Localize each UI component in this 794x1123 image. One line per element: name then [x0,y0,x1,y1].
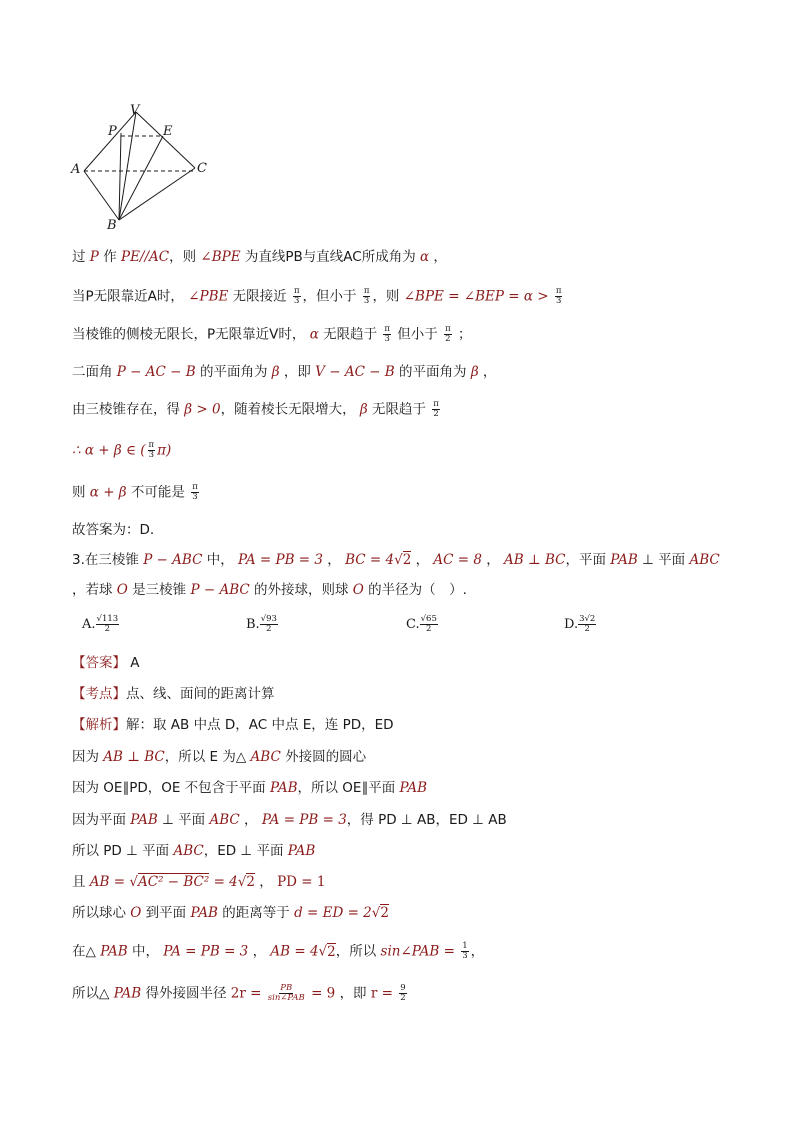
option-a[interactable]: A. $\frac{√113}{2}$ [82,614,119,634]
fraction-pb-sin: $\frac{PB}{\text{sin∠PAB}}$ [267,983,305,1003]
option-b[interactable]: B. $\frac{√93}{2}$ [246,614,277,634]
solution-line-5: 由三棱锥存在，得 β > 0，随着棱长无限增大， β 无限趋于 $\frac{\pi}{2}$ [72,399,439,419]
fraction-pi-3: $\frac{\pi}{3}$ [293,286,300,306]
option-c[interactable]: C. $\frac{√65}{2}$ [406,614,437,634]
fraction-pi-3: $\frac{\pi}{3}$ [384,324,390,344]
analysis-step-7: 在△ PAB 中， PA = PB = 3 ， AB = 4√2，所以 sin∠PAB = $\frac{1}{3}$ ， [72,941,485,961]
fraction-pi-3: $\frac{\pi}{3}$ [148,440,155,460]
solution-line-2: 当P无限靠近A时， ∠PBE 无限接近 $\frac{\pi}{3}$ ，但小于 $\frac{\pi}{3}$ ，则 ∠BPE = ∠BEP = α > $\frac{\pi}{3}$ [72,286,562,306]
analysis-step-5: 且 AB = √AC² − BC² = 4√2 ， PD = 1 [72,874,326,890]
fraction-1-3: $\frac{1}{3}$ [462,941,468,961]
fraction-pi-2: $\frac{\pi}{2}$ [445,324,451,344]
fraction-pi-3: $\frac{\pi}{3}$ [555,286,562,306]
analysis-step-8: 所以△ PAB 得外接圆半径 2r = $\frac{PB}{\text{sin∠PAB}}$ = 9 ，即 r = $\frac{9}{2}$ [72,983,406,1003]
analysis-step-4: 所以 PD ⊥ 平面 ABC，ED ⊥ 平面 PAB [72,843,316,859]
analysis-intro: 【解析】解：取 AB 中点 D，AC 中点 E，连 PD，ED [72,717,394,733]
analysis-step-2: 因为 OE∥PD，OE 不包含于平面 PAB，所以 OE∥平面 PAB [72,780,428,796]
analysis-step-1: 因为 AB ⊥ BC，所以 E 为△ ABC 外接圆的圆心 [72,749,367,765]
fraction-pi-2: $\frac{\pi}{2}$ [433,399,439,419]
option-d[interactable]: D. $\frac{3√2}{2}$ [564,614,596,634]
label-c: C [197,161,207,176]
solution-line-7: 则 α + β 不可能是 $\frac{\pi}{3}$ [72,482,198,502]
solution-line-4: 二面角 P − AC − B 的平面角为 β ，即 V − AC − B 的平面角为 β ， [72,364,497,380]
label-e: E [163,124,173,139]
question-3-line-1: 3.在三棱锥 P − ABC 中， PA = PB = 3 ， BC = 4√2 ， AC = 8 ， AB ⊥ BC，平面 PAB ⊥ 平面 ABC [72,552,720,568]
label-p: P [108,124,117,139]
fraction-9-2: $\frac{9}{2}$ [400,983,406,1003]
analysis-step-6: 所以球心 O 到平面 PAB 的距离等于 d = ED = 2√2 [72,905,389,921]
solution-line-6: ∴ α + β ∈ ( $\frac{\pi}{3}$ π) [72,440,172,460]
analysis-step-3: 因为平面 PAB ⊥ 平面 ABC ， PA = PB = 3，得 PD ⊥ AB，ED ⊥ AB [72,812,507,828]
solution-line-3: 当棱锥的侧棱无限长，P无限靠近V时， α 无限趋于 $\frac{\pi}{3}$ 但小于 $\frac{\pi}{2}$ ； [72,324,472,344]
fraction-pi-3: $\frac{\pi}{3}$ [192,482,198,502]
question-3-line-2: ，若球 O 是三棱锥 P − ABC 的外接球，则球 O 的半径为（ ）. [72,582,467,598]
key-point: 【考点】点、线、面间的距离计算 [72,686,275,702]
label-b: B [107,218,117,230]
pyramid-diagram [68,100,228,230]
solution-line-1: 过 P 作 PE//AC，则 ∠BPE 为直线PB与直线AC所成角为 α ， [72,249,447,265]
label-v: V [130,103,140,118]
answer-line: 故答案为：D. [72,522,155,538]
label-a: A [71,162,81,177]
answer-label: 【答案】 A [72,655,140,671]
fraction-pi-3: $\frac{\pi}{3}$ [363,286,370,306]
